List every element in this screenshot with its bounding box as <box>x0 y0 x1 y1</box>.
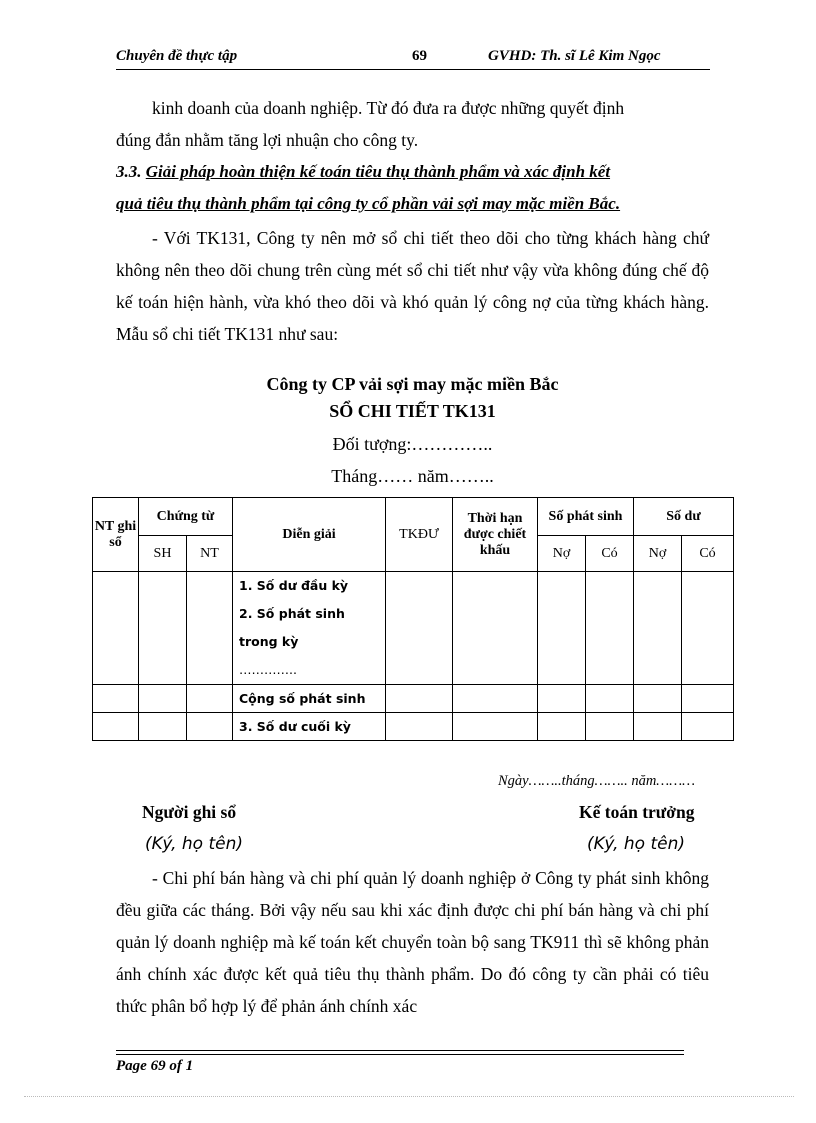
row-arising: 2. Số phát sinh <box>239 606 345 621</box>
footer-rule-top <box>116 1050 684 1051</box>
col-no: Nợ <box>538 536 586 572</box>
col-nt-ghi-so: NT ghi sổ <box>93 498 139 572</box>
table-row <box>93 713 734 741</box>
intro-line-1: kinh doanh của doanh nghiệp. Từ đó đưa ra được những quyết định <box>152 98 625 118</box>
col-dien-giai: Diễn giải <box>233 498 386 572</box>
signer-chief-accountant: Kế toán trưởng <box>579 802 695 822</box>
col-co-balance: Có <box>682 536 734 572</box>
header-supervisor: GVHD: Th. sĩ Lê Kim Ngọc <box>488 48 661 64</box>
col-nt: NT <box>187 536 233 572</box>
col-thoi-han: Thời hạn được chiết khấu <box>453 498 538 572</box>
header-rule <box>116 69 710 70</box>
section-heading <box>116 156 716 220</box>
section-title-line-2: quả tiêu thụ thành phẩm tại công ty cổ phần vải sợi may mặc miền Bắc. <box>116 194 621 213</box>
section-number: 3.3. <box>116 162 142 181</box>
footer-rule-bottom <box>116 1054 684 1055</box>
expenses-text: - Chi phí bán hàng và chi phí quản lý doanh nghiệp ở Công ty phát sinh không đều giữa các tháng. Bởi vậy nếu sau khi xác định được chi phí bán hàng và chi phí quản lý doanh nghiệp mà kế toán kết chuyển toàn bộ sang TK911 thì sẽ không phản ánh chính xác được kết quả tiêu thụ thành phẩm. Do đó công ty cần phải có tiêu thức phân bổ hợp lý để phản ánh chính xác <box>116 868 709 1016</box>
row-closing-balance: 3. Số dư cuối kỳ <box>233 713 386 741</box>
signer-recorder: Người ghi sổ <box>142 802 237 822</box>
row-dots: ………….. <box>239 662 297 677</box>
signer-recorder-note: (Ký, họ tên) <box>145 834 243 854</box>
col-so-du: Số dư <box>634 498 734 536</box>
row-opening-cell <box>233 572 386 685</box>
col-sh: SH <box>139 536 187 572</box>
table-row <box>93 685 734 713</box>
form-company: Công ty CP vải sợi may mặc miền Bắc <box>266 374 559 394</box>
form-title: SỔ CHI TIẾT TK131 <box>329 401 496 421</box>
signer-chief-note: (Ký, họ tên) <box>587 834 685 854</box>
row-total-arising: Cộng số phát sinh <box>233 685 386 713</box>
col-tkdu: TKĐƯ <box>386 498 453 572</box>
header-title: Chuyên đề thực tập <box>116 48 238 64</box>
paragraph-expenses <box>116 862 709 1022</box>
intro-line-2: đúng đắn nhằm tăng lợi nhuận cho công ty. <box>116 130 419 150</box>
col-co: Có <box>586 536 634 572</box>
col-no-balance: Nợ <box>634 536 682 572</box>
row-in-period: trong kỳ <box>239 634 299 649</box>
signature-date: Ngày……..tháng…….. năm……… <box>498 773 695 789</box>
row-opening-balance: 1. Số dư đầu kỳ <box>239 578 349 593</box>
paragraph-tk131 <box>116 222 709 350</box>
page-header <box>116 48 710 70</box>
col-chung-tu: Chứng từ <box>139 498 233 536</box>
section-title-line-1: Giải pháp hoàn thiện kế toán tiêu thụ thành phẩm và xác định kết <box>145 162 611 181</box>
paragraph-intro <box>116 92 709 156</box>
page-edge <box>24 1096 794 1097</box>
form-period: Tháng…… năm…….. <box>331 466 494 486</box>
tk131-text: - Với TK131, Công ty nên mở sổ chi tiết theo dõi cho từng khách hàng chứ không nên theo dõi chung trên cùng mét sổ chi tiết như vậy vừa không đúng chế độ kế toán hiện hành, vừa khó theo dõi và khó quản lý công nợ của từng khách hàng. Mẫu sổ chi tiết TK131 như sau: <box>116 228 709 344</box>
col-so-phat-sinh: Số phát sinh <box>538 498 634 536</box>
page-footer: Page 69 of 1 <box>116 1058 194 1074</box>
ledger-table <box>92 497 734 741</box>
form-subject: Đối tượng:………….. <box>332 434 493 454</box>
table-row <box>93 572 734 685</box>
header-page-number: 69 <box>412 48 427 64</box>
